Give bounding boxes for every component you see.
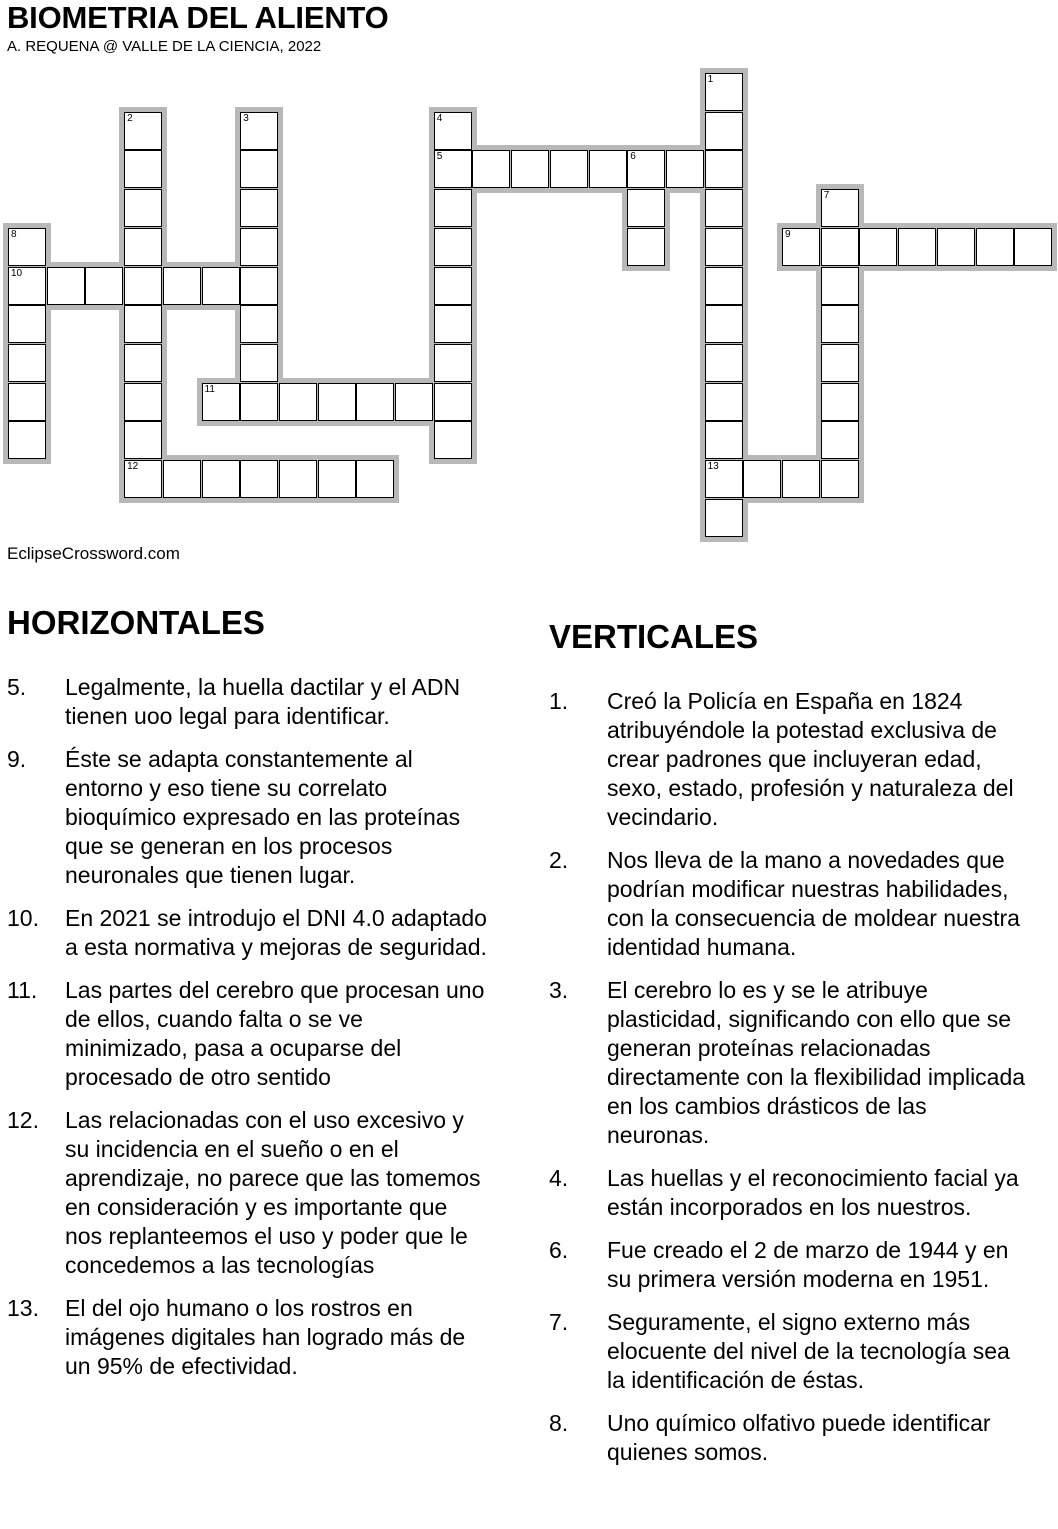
grid-cell[interactable] [47, 267, 85, 305]
grid-cell[interactable] [240, 383, 278, 421]
down-heading: VERTICALES [549, 618, 759, 655]
grid-cell[interactable] [705, 383, 743, 421]
grid-cell[interactable] [318, 460, 356, 498]
cell-number: 13 [707, 461, 719, 472]
across-clue [7, 1294, 487, 1381]
grid-cell[interactable] [821, 421, 859, 459]
grid-cell[interactable] [240, 460, 278, 498]
grid-cell[interactable] [434, 228, 472, 266]
grid-cell[interactable] [163, 267, 201, 305]
grid-cell[interactable] [705, 228, 743, 266]
grid-cell[interactable] [124, 112, 162, 150]
grid-cell[interactable] [163, 460, 201, 498]
grid-cell[interactable] [240, 189, 278, 227]
clue-text: Creó la Policía en España en 1824 atribuyéndole la potestad exclusiva de crear padrones que incluyeran edad, sexo, estado, profesión y naturaleza del vecindario. [607, 688, 1014, 830]
grid-cell[interactable] [937, 228, 975, 266]
cell-number: 12 [127, 461, 139, 472]
grid-cell[interactable] [434, 189, 472, 227]
grid-cell[interactable] [202, 460, 240, 498]
grid-cell[interactable] [124, 460, 162, 498]
grid-cell[interactable] [705, 499, 743, 537]
down-clue [549, 1164, 1029, 1222]
grid-cell[interactable] [124, 150, 162, 188]
grid-cell[interactable] [356, 460, 394, 498]
grid-cell[interactable] [434, 344, 472, 382]
grid-cell[interactable] [705, 189, 743, 227]
grid-cell[interactable] [240, 112, 278, 150]
clue-text: Éste se adapta constantemente al entorno y eso tiene su correlato bioquímico expresado en las proteínas que se generan en los procesos neuronales que tienen lugar. [65, 746, 461, 888]
grid-cell[interactable] [976, 228, 1014, 266]
grid-cell[interactable] [8, 228, 46, 266]
clue-text: Las partes del cerebro que procesan uno de ellos, cuando falta o se ve minimizado, pasa a ocuparse del procesado de otro sentido [65, 977, 485, 1090]
crossword-grid [0, 0, 1058, 560]
grid-cell[interactable] [627, 189, 665, 227]
grid-cell[interactable] [705, 305, 743, 343]
grid-cell[interactable] [240, 267, 278, 305]
grid-cell[interactable] [240, 150, 278, 188]
grid-cell[interactable] [124, 305, 162, 343]
clue-text: Fue creado el 2 de marzo de 1944 y en su primera versión moderna en 1951. [607, 1237, 1009, 1292]
grid-cell[interactable] [202, 267, 240, 305]
across-clue [7, 1106, 487, 1280]
grid-cell[interactable] [550, 150, 588, 188]
grid-cell[interactable] [782, 460, 820, 498]
grid-cell[interactable] [589, 150, 627, 188]
cell-number: 8 [11, 228, 17, 240]
clue-number: 12. [7, 1107, 39, 1133]
grid-cell[interactable] [782, 228, 820, 266]
puzzle-title: BIOMETRIA DEL ALIENTO [7, 0, 389, 35]
cell-number: 7 [823, 190, 830, 202]
cell-number: 11 [204, 383, 215, 395]
grid-cell[interactable] [124, 344, 162, 382]
grid-cell[interactable] [705, 112, 743, 150]
grid-cell[interactable] [511, 150, 549, 188]
clue-number: 9. [7, 746, 27, 772]
cell-number: 4 [436, 112, 443, 124]
grid-cell[interactable] [124, 421, 162, 459]
down-clue [549, 1409, 1029, 1467]
clue-number: 3. [549, 977, 569, 1003]
down-clue [549, 846, 1029, 962]
across-clue [7, 745, 487, 890]
grid-cell[interactable] [705, 150, 743, 188]
grid-cell[interactable] [434, 150, 472, 188]
grid-cell[interactable] [124, 228, 162, 266]
clue-text: Legalmente, la huella dactilar y el ADN tienen uoo legal para identificar. [65, 674, 461, 729]
grid-cell[interactable] [705, 344, 743, 382]
grid-cell[interactable] [8, 421, 46, 459]
cell-number: 6 [630, 151, 636, 163]
grid-cell[interactable] [705, 73, 743, 111]
grid-cell[interactable] [279, 383, 317, 421]
grid-cell[interactable] [279, 460, 317, 498]
grid-cell[interactable] [472, 150, 510, 188]
grid-cell[interactable] [434, 383, 472, 421]
cell-number: 9 [785, 228, 791, 240]
clue-text: El del ojo humano o los rostros en imágenes digitales han logrado más de un 95% de efectividad. [65, 1295, 466, 1379]
grid-cell[interactable] [1014, 228, 1052, 266]
grid-cell[interactable] [124, 189, 162, 227]
across-clue-list [7, 673, 487, 1395]
grid-cell[interactable] [8, 383, 46, 421]
clue-number: 11. [7, 977, 38, 1003]
down-clue [549, 976, 1029, 1150]
grid-cell[interactable] [434, 112, 472, 150]
cell-number: 10 [11, 267, 23, 279]
grid-cell[interactable] [8, 305, 46, 343]
grid-cell[interactable] [743, 460, 781, 498]
across-clue [7, 673, 487, 731]
grid-cell[interactable] [202, 383, 240, 421]
grid-cell[interactable] [240, 228, 278, 266]
clue-number: 10. [7, 905, 39, 931]
site-credit: EclipseCrossword.com [7, 544, 180, 563]
clue-number: 13. [7, 1295, 39, 1321]
grid-cell[interactable] [859, 228, 897, 266]
clue-text: El cerebro lo es y se le atribuye plasticidad, significando con ello que se generan proteínas relacionadas directamente con la flexibilidad implicada en los cambios drásticos de las neuronas. [607, 977, 1026, 1148]
across-clue [7, 976, 487, 1092]
grid-cell[interactable] [821, 344, 859, 382]
grid-cell[interactable] [356, 383, 394, 421]
grid-cell[interactable] [821, 305, 859, 343]
clue-number: 5. [7, 674, 27, 700]
across-heading: HORIZONTALES [7, 604, 265, 641]
clue-text: Las huellas y el reconocimiento facial ya están incorporados en los nuestros. [607, 1165, 1019, 1220]
down-clue [549, 687, 1029, 832]
grid-cell[interactable] [434, 421, 472, 459]
down-clue [549, 1236, 1029, 1294]
grid-cell[interactable] [434, 267, 472, 305]
grid-cell[interactable] [705, 460, 743, 498]
down-clue [549, 1308, 1029, 1395]
clue-number: 7. [549, 1309, 569, 1335]
grid-cell[interactable] [898, 228, 936, 266]
grid-cell[interactable] [705, 421, 743, 459]
cell-number: 2 [127, 112, 133, 124]
clue-number: 8. [549, 1410, 569, 1436]
cell-number: 1 [707, 74, 714, 85]
clue-number: 6. [549, 1237, 569, 1263]
grid-cell[interactable] [8, 267, 46, 305]
grid-cell[interactable] [821, 228, 859, 266]
clue-number: 2. [549, 847, 569, 873]
clue-number: 1. [549, 688, 569, 714]
grid-cell[interactable] [627, 150, 665, 188]
grid-cell[interactable] [821, 189, 859, 227]
cell-number: 5 [436, 151, 443, 163]
clue-text: Nos lleva de la mano a novedades que podrían modificar nuestras habilidades, con la consecuencia de moldear nuestra identidad humana. [607, 847, 1020, 960]
grid-cell[interactable] [821, 383, 859, 421]
grid-cell[interactable] [821, 267, 859, 305]
grid-cell[interactable] [318, 383, 356, 421]
down-clue-list [549, 687, 1029, 1481]
clue-text: En 2021 se introdujo el DNI 4.0 adaptado a esta normativa y mejoras de seguridad. [65, 905, 487, 960]
grid-cell[interactable] [627, 228, 665, 266]
puzzle-author: A. REQUENA @ VALLE DE LA CIENCIA, 2022 [7, 38, 322, 55]
grid-cell[interactable] [705, 267, 743, 305]
clue-text: Uno químico olfativo puede identificar quienes somos. [607, 1410, 991, 1465]
cell-number: 3 [243, 112, 249, 124]
grid-cell[interactable] [240, 344, 278, 382]
grid-cell[interactable] [666, 150, 704, 188]
grid-cell[interactable] [85, 267, 123, 305]
grid-cell[interactable] [434, 305, 472, 343]
grid-cell[interactable] [240, 305, 278, 343]
grid-cell[interactable] [821, 460, 859, 498]
grid-cell[interactable] [124, 383, 162, 421]
clue-number: 4. [549, 1165, 569, 1191]
grid-cell[interactable] [124, 267, 162, 305]
clue-text: Las relacionadas con el uso excesivo y su incidencia en el sueño o en el aprendizaje, no parece que las tomemos en consideración y es importante que nos replanteemos el uso y poder que le concedemos a las tecnologías [65, 1107, 481, 1278]
clue-text: Seguramente, el signo externo más elocuente del nivel de la tecnología sea la identificación de éstas. [607, 1309, 1010, 1393]
grid-cell[interactable] [8, 344, 46, 382]
grid-cell[interactable] [395, 383, 433, 421]
across-clue [7, 904, 487, 962]
